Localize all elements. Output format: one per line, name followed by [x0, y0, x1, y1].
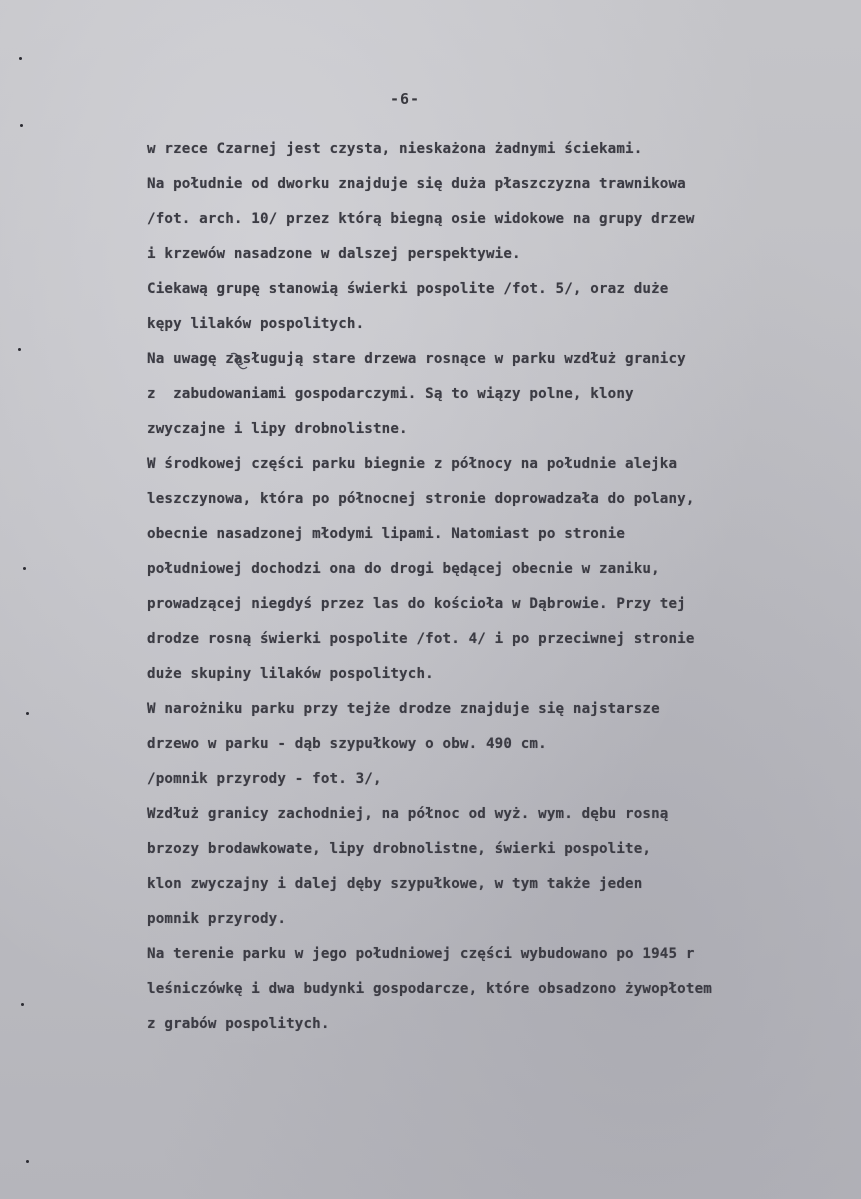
text-line: leśniczówkę i dwa budynki gospodarcze, które obsadzono żywopłotem [147, 981, 712, 997]
text-line: Ciekawą grupę stanowią świerki pospolite /fot. 5/, oraz duże [147, 281, 669, 297]
text-line: drodze rosną świerki pospolite /fot. 4/ i po przeciwnej stronie [147, 631, 695, 647]
text-line: leszczynowa, która po północnej stronie doprowadzała do polany, [147, 491, 695, 507]
binding-hole-mark [23, 567, 26, 570]
text-line: pomnik przyrody. [147, 911, 287, 927]
text-line: południowej dochodzi ona do drogi będącej obecnie w zaniku, [147, 561, 660, 577]
text-line: duże skupiny lilaków pospolitych. [147, 666, 434, 682]
text-line: brzozy brodawkowate, lipy drobnolistne, świerki pospolite, [147, 841, 652, 857]
binding-hole-mark [19, 57, 22, 60]
text-line: Na terenie parku w jego południowej części wybudowano po 1945 r [147, 946, 695, 962]
page-number: -6- [390, 90, 421, 108]
text-line: prowadzącej niegdyś przez las do kościoła w Dąbrowie. Przy tej [147, 596, 686, 612]
text-line: W środkowej części parku biegnie z północy na południe alejka [147, 456, 678, 472]
text-line: /fot. arch. 10/ przez którą biegną osie widokowe na grupy drzew [147, 211, 695, 227]
binding-hole-mark [21, 1003, 24, 1006]
text-line: i krzewów nasadzone w dalszej perspektywie. [147, 246, 521, 262]
binding-hole-mark [26, 712, 29, 715]
text-line: W narożniku parku przy tejże drodze znajduje się najstarsze [147, 701, 660, 717]
text-line: klon zwyczajny i dalej dęby szypułkowe, w tym także jeden [147, 876, 643, 892]
text-line: obecnie nasadzonej młodymi lipami. Natomiast po stronie [147, 526, 626, 542]
text-line: Na południe od dworku znajduje się duża płaszczyzna trawnikowa [147, 176, 686, 192]
document-body [147, 132, 847, 1042]
text-line: z grabów pospolitych. [147, 1016, 330, 1032]
binding-hole-mark [18, 348, 21, 351]
text-line: Na uwagę zasługują stare drzewa rosnące w parku wzdłuż granicy [147, 351, 686, 367]
text-line: kępy lilaków pospolitych. [147, 316, 365, 332]
text-line: z zabudowaniami gospodarczymi. Są to wiązy polne, klony [147, 386, 634, 402]
text-line: w rzece Czarnej jest czysta, nieskażona żadnymi ściekami. [147, 141, 643, 157]
text-line: zwyczajne i lipy drobnolistne. [147, 421, 408, 437]
text-line: drzewo w parku - dąb szypułkowy o obw. 490 cm. [147, 736, 547, 752]
binding-hole-mark [26, 1160, 29, 1163]
text-line: Wzdłuż granicy zachodniej, na północ od wyż. wym. dębu rosną [147, 806, 669, 822]
binding-hole-mark [20, 124, 23, 127]
text-line: /pomnik przyrody - fot. 3/, [147, 771, 382, 787]
